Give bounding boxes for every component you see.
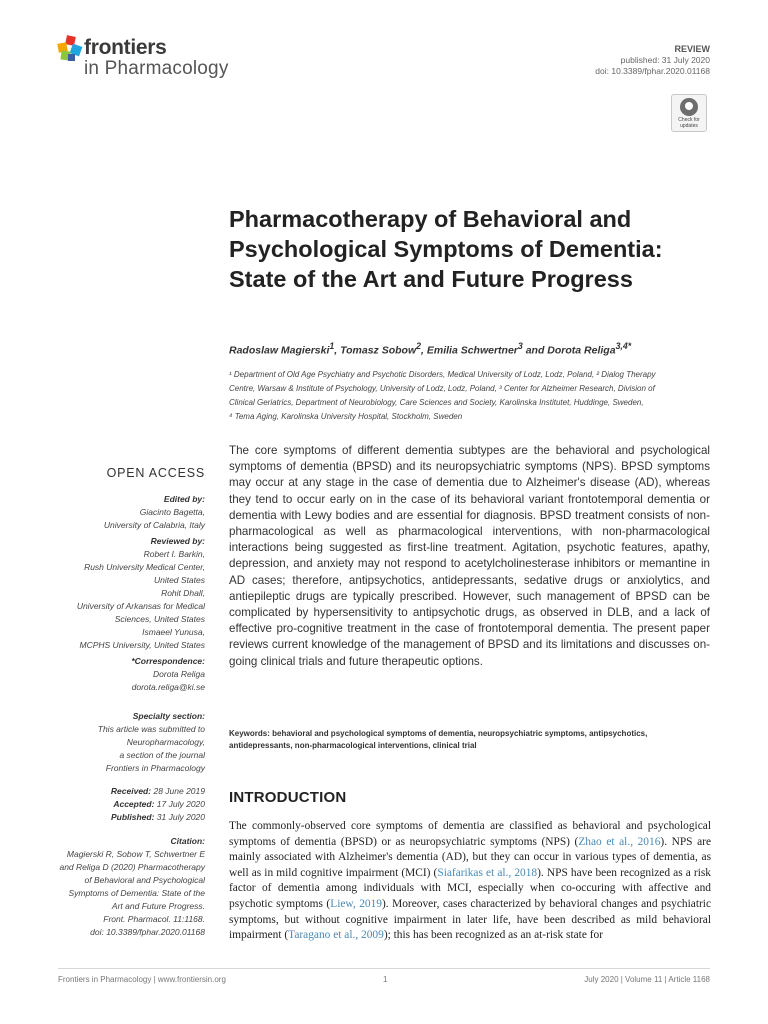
reviewer-affiliation: MCPHS University, United States bbox=[79, 640, 205, 650]
edited-by-label: Edited by: bbox=[163, 494, 205, 504]
author-affil-sup: 1 bbox=[329, 341, 335, 351]
correspondence-name: Dorota Religa bbox=[153, 669, 205, 679]
article-meta bbox=[595, 44, 710, 77]
reviewer-name: Rohit Dhall, bbox=[161, 588, 205, 598]
accepted-date: 17 July 2020 bbox=[156, 799, 205, 809]
reviewer-affiliation: University of Arkansas for Medical bbox=[76, 601, 205, 611]
reviewed-by-label: Reviewed by: bbox=[150, 536, 205, 546]
frontiers-logo-icon bbox=[58, 36, 82, 62]
correspondence-label: *Correspondence: bbox=[131, 656, 205, 666]
citation-line: of Behavioral and Psychological bbox=[84, 875, 205, 885]
citation-line: Art and Future Progress. bbox=[111, 901, 205, 911]
author-affil-sup: 3,4* bbox=[615, 341, 632, 351]
author-affil-sup: 2 bbox=[416, 341, 422, 351]
affiliation-line: ⁴ Tema Aging, Karolinska University Hospital, Stockholm, Sweden bbox=[229, 412, 463, 421]
author-name[interactable]: Dorota Religa bbox=[547, 344, 616, 357]
citation-doi[interactable]: doi: 10.3389/fphar.2020.01168 bbox=[90, 927, 205, 937]
introduction-paragraph bbox=[229, 819, 711, 944]
logo-word-frontiers: frontiers bbox=[84, 36, 167, 59]
open-access-label: OPEN ACCESS bbox=[106, 466, 205, 480]
citation-line: Magierski R, Sobow T, Schwertner E bbox=[66, 849, 205, 859]
citation-line: and Religa D (2020) Pharmacotherapy bbox=[59, 862, 205, 872]
author-separator: and bbox=[522, 344, 548, 357]
affiliation-line: Centre, Warsaw & Institute of Psychology, University of Lodz, Lodz, Poland, ³ Center for Alzheimer Research, Division of bbox=[229, 384, 655, 393]
article-type: REVIEW bbox=[674, 44, 710, 54]
journal-logo[interactable] bbox=[58, 36, 228, 82]
article-info-sidebar bbox=[45, 493, 205, 939]
published-date: published: 31 July 2020 bbox=[620, 55, 710, 65]
citation-link[interactable]: Taragano et al., 2009 bbox=[288, 929, 384, 942]
citation-line: Symptoms of Dementia: State of the bbox=[68, 888, 205, 898]
body-text-segment: ); this has been recognized as an at-risk state for bbox=[383, 929, 604, 942]
received-date: 28 June 2019 bbox=[153, 786, 205, 796]
reviewer-affiliation: Rush University Medical Center, bbox=[84, 562, 205, 572]
check-for-updates-button[interactable] bbox=[671, 94, 707, 132]
logo-word-journal: in Pharmacology bbox=[84, 58, 229, 79]
specialty-line: This article was submitted to bbox=[97, 724, 205, 734]
dates-block bbox=[45, 785, 205, 824]
citation-label: Citation: bbox=[170, 836, 205, 846]
author-separator: , bbox=[334, 344, 341, 357]
editor-affiliation: University of Calabria, Italy bbox=[103, 520, 205, 530]
published-label: Published: bbox=[110, 812, 155, 822]
check-updates-label: Check for updates bbox=[678, 117, 700, 129]
footer-divider bbox=[58, 968, 710, 969]
body-text-segment: ). NPS are mainly associated with Alzheimer's dementia (AD), but they can occur in various types of dementia, as well as in mild cognitive impairment (MCI) ( bbox=[229, 835, 712, 879]
body-text-segment: ). Moreover, cases characterized by behavioral changes and psychiatric symptoms, but without cognitive impairment in later life, have been described as mild behavioral impairment ( bbox=[229, 897, 711, 942]
specialty-section-label: Specialty section: bbox=[132, 711, 205, 721]
reviewer-name: Robert I. Barkin, bbox=[143, 549, 205, 559]
citation-link[interactable]: Zhao et al., 2016 bbox=[578, 835, 661, 848]
accepted-label: Accepted: bbox=[113, 799, 155, 809]
citation-link[interactable]: Siafarikas et al., 2018 bbox=[437, 866, 538, 879]
reviewer-name: Ismaeel Yunusa, bbox=[142, 627, 205, 637]
footer-issue: July 2020 | Volume 11 | Article 1168 bbox=[584, 975, 710, 984]
citation-line: Front. Pharmacol. 11:1168. bbox=[103, 914, 205, 924]
author-name[interactable]: Emilia Schwertner bbox=[426, 344, 518, 357]
specialty-line: Frontiers in Pharmacology bbox=[105, 763, 205, 773]
editor-name: Giacinto Bagetta, bbox=[139, 507, 205, 517]
article-doi[interactable]: doi: 10.3389/fphar.2020.01168 bbox=[595, 66, 710, 76]
footer-journal[interactable]: Frontiers in Pharmacology | www.frontiersin.org bbox=[58, 975, 226, 984]
body-text-segment: The commonly-observed core symptoms of dementia are classified as behavioral and psychological symptoms of dementia (BPSD) or as neuropsychiatric symptoms (NPS) ( bbox=[229, 820, 711, 848]
page-number: 1 bbox=[383, 975, 388, 984]
introduction-heading: INTRODUCTION bbox=[229, 789, 347, 806]
correspondence-email[interactable]: dorota.religa@ki.se bbox=[131, 682, 205, 692]
reviewer-affiliation: United States bbox=[153, 575, 205, 585]
author-name[interactable]: Radoslaw Magierski bbox=[229, 344, 330, 357]
reviewer-affiliation: Sciences, United States bbox=[114, 614, 205, 624]
affiliation-line: Clinical Geriatrics, Department of Neurobiology, Care Sciences and Society, Karolinska Institutet, Huddinge, Sweden, bbox=[229, 398, 644, 407]
abstract: The core symptoms of different dementia subtypes are the behavioral and psychological symptoms of dementia (BPSD) and its neuropsychiatric symptoms (NPS). BPSD symptoms may occur at any stage in the case of dementia due to Alzheimer's disease (AD), whereas they tend to occur early on in the case of its behavioral variant frontotemporal dementia or dementia with Lewy bodies and are essential for diagnosis. BPSD treatment consists of non-pharmacological as well as pharmacological interventions, with non-pharmacological interactions being suggested as first-line treatment. Agitation, psychotic features, apathy, depression, and anxiety may not respond to acetylcholinesterase inhibitors or memantine in AD cases; therefore, antipsychotics, antidepressants, sedative drugs or anxiolytics, and antiepileptic drugs are typically prescribed. However, such management of BPSD can be complicated by hypersensitivity to antipsychotic drugs, as observed in DLB, and a lack of effective pro-cognitive treatment in the case of frontotemporal dementia. The present paper reviews current knowledge of the management of BPSD and its limitations and discusses on-going clinical trials and future therapeutic options. bbox=[229, 444, 710, 668]
affiliations bbox=[229, 368, 711, 424]
specialty-line: a section of the journal bbox=[119, 750, 205, 760]
author-list bbox=[229, 341, 719, 357]
published-date-sidebar: 31 July 2020 bbox=[156, 812, 205, 822]
author-affil-sup: 3 bbox=[517, 341, 523, 351]
author-name[interactable]: Tomasz Sobow bbox=[340, 344, 417, 357]
specialty-line: Neuropharmacology, bbox=[126, 737, 205, 747]
crossmark-icon bbox=[680, 98, 698, 116]
author-separator: , bbox=[421, 344, 427, 357]
received-label: Received: bbox=[110, 786, 152, 796]
affiliation-line: ¹ Department of Old Age Psychiatry and Psychotic Disorders, Medical University of Lodz, Lodz, Poland, ² Dialog Therapy bbox=[229, 370, 656, 379]
citation-link[interactable]: Liew, 2019 bbox=[330, 897, 382, 910]
body-text-segment: ). NPS have been recognized as a risk factor of dementia among individuals with MCI, especially when co-occuring with affective and psychotic symptoms ( bbox=[229, 866, 711, 910]
article-title: Pharmacotherapy of Behavioral and Psychological Symptoms of Dementia: State of the Art and Future Progress bbox=[229, 206, 663, 292]
keywords: Keywords: behavioral and psychological symptoms of dementia, neuropsychiatric symptoms, antipsychotics, antidepressants, non-pharmacological interventions, clinical trial bbox=[229, 729, 648, 750]
